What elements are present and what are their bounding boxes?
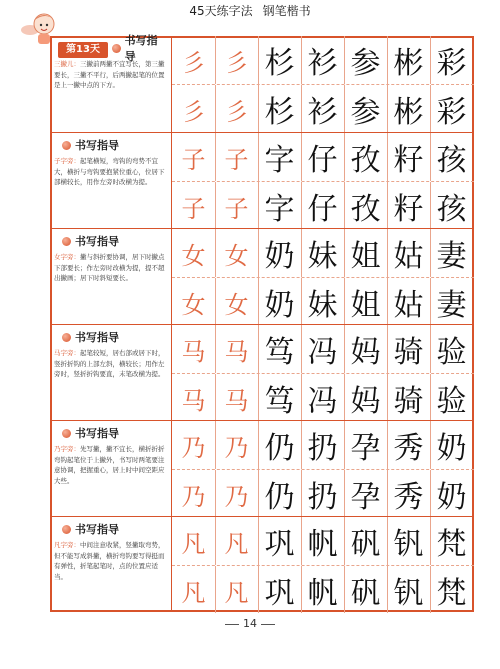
grid-line <box>301 133 302 181</box>
grid-line <box>344 374 345 421</box>
trace-character: 乃 <box>181 482 206 511</box>
trace-character: 女 <box>181 241 206 270</box>
model-character: 字 <box>264 143 295 178</box>
grid-line <box>301 182 302 229</box>
grid-line <box>387 421 388 469</box>
practice-section <box>50 420 474 516</box>
trace-character: 子 <box>181 145 206 174</box>
guide-heading <box>112 34 167 63</box>
model-character: 仍 <box>264 480 295 515</box>
grid-row <box>172 565 474 613</box>
model-character: 冯 <box>307 384 338 419</box>
trace-character: 女 <box>181 290 206 319</box>
guide-text <box>54 348 167 380</box>
grid-line <box>344 421 345 469</box>
model-character: 梵 <box>436 576 467 611</box>
trace-character: 马 <box>224 337 249 366</box>
model-character: 籽 <box>393 143 424 178</box>
bullet-icon <box>62 429 71 438</box>
model-character: 奶 <box>436 431 467 466</box>
model-character: 矾 <box>350 576 381 611</box>
model-character: 孜 <box>350 192 381 227</box>
model-character: 彩 <box>436 46 467 81</box>
model-character: 扔 <box>307 431 338 466</box>
model-character: 帆 <box>307 576 338 611</box>
model-character: 衫 <box>307 95 338 130</box>
grid-line <box>215 85 216 132</box>
grid-line <box>215 517 216 565</box>
model-character: 骑 <box>393 384 424 419</box>
radical-colon: ： <box>73 445 80 453</box>
model-character: 姑 <box>393 239 424 274</box>
model-character: 验 <box>436 384 467 419</box>
grid-line <box>301 36 302 84</box>
guide-text <box>54 444 167 486</box>
page-number: 14 <box>243 617 257 630</box>
radical-colon: ： <box>73 253 80 261</box>
writing-guide <box>50 517 172 612</box>
grid-row <box>172 469 474 517</box>
character-grid <box>172 229 474 324</box>
radical-colon: ： <box>73 157 80 165</box>
model-character: 妹 <box>307 239 338 274</box>
grid-line <box>215 133 216 181</box>
trace-character: 彡 <box>224 97 249 126</box>
grid-line <box>387 85 388 132</box>
practice-section <box>50 36 474 132</box>
grid-line <box>344 133 345 181</box>
trace-character: 彡 <box>181 48 206 77</box>
day-badge: 第13天 <box>58 42 108 58</box>
grid-line <box>430 229 431 277</box>
model-character: 巩 <box>264 576 295 611</box>
guide-body: 起笔横短，弯钩的弯势不宜大，横折与弯钩要抱紧位重心，位居下部横较长，用作左旁时改横为提。 <box>54 157 165 186</box>
model-character: 仔 <box>307 192 338 227</box>
grid-line <box>215 182 216 229</box>
grid-line <box>387 278 388 325</box>
bullet-icon <box>62 237 71 246</box>
grid-line <box>258 325 259 373</box>
grid-line <box>258 566 259 613</box>
grid-row <box>172 421 474 469</box>
grid-line <box>344 36 345 84</box>
guide-body: 起笔较短，居右部或居下时，竖折折钩的上部左斜，横较长；用作左旁时，竖折折钩要直，末笔改横为提。 <box>54 349 165 378</box>
model-character: 奶 <box>264 239 295 274</box>
grid-line <box>258 85 259 132</box>
guide-body: 先写撇，撇不宜长，横折折折弯钩起笔位于上撇外，书写时两笔要注意协调，把握重心，居上时中间空距应大些。 <box>54 445 165 485</box>
practice-section <box>50 132 474 228</box>
bullet-icon <box>62 333 71 342</box>
radical-colon: ： <box>73 541 80 549</box>
model-character: 彬 <box>393 95 424 130</box>
grid-line <box>215 36 216 84</box>
grid-line <box>387 325 388 373</box>
guide-heading-label: 书写指导 <box>75 139 119 152</box>
model-character: 矾 <box>350 527 381 562</box>
grid-line <box>387 374 388 421</box>
grid-line <box>387 566 388 613</box>
guide-body: 撇与斜折要协调，居下时撇点下部要长；作左旁时改横为提，提不超出撇画；居下时斜短要长。 <box>54 253 165 282</box>
practice-section <box>50 324 474 420</box>
model-character: 扔 <box>307 480 338 515</box>
guide-body: 三撇前两撇不宜写长，第三撇要长，三撇不平行，后两撇起笔的位置是上一撇中点的下方。 <box>54 60 165 89</box>
trace-character: 马 <box>224 386 249 415</box>
grid-line <box>258 36 259 84</box>
model-character: 籽 <box>393 192 424 227</box>
trace-character: 马 <box>181 386 206 415</box>
grid-line <box>301 229 302 277</box>
model-character: 冯 <box>307 335 338 370</box>
model-character: 钒 <box>393 527 424 562</box>
trace-character: 子 <box>224 145 249 174</box>
grid-row <box>172 325 474 373</box>
grid-row <box>172 133 474 181</box>
footer-dash-right <box>261 624 275 625</box>
grid-line <box>430 36 431 84</box>
trace-character: 子 <box>181 194 206 223</box>
character-grid <box>172 133 474 228</box>
grid-line <box>258 421 259 469</box>
model-character: 妈 <box>350 335 381 370</box>
model-character: 杉 <box>264 95 295 130</box>
guide-heading <box>62 425 167 441</box>
grid-line <box>430 374 431 421</box>
grid-line <box>344 517 345 565</box>
character-grid <box>172 36 474 132</box>
book-title: 45天练字法 <box>189 4 253 18</box>
grid-line <box>301 278 302 325</box>
model-character: 彬 <box>393 46 424 81</box>
grid-line <box>258 517 259 565</box>
trace-character: 彡 <box>224 48 249 77</box>
guide-heading-label: 书写指导 <box>75 331 119 344</box>
grid-line <box>301 374 302 421</box>
grid-line <box>215 229 216 277</box>
grid-line <box>258 470 259 517</box>
model-character: 骑 <box>393 335 424 370</box>
model-character: 孩 <box>436 192 467 227</box>
grid-line <box>301 421 302 469</box>
grid-line <box>258 229 259 277</box>
trace-character: 凡 <box>181 529 206 558</box>
grid-line <box>258 133 259 181</box>
radical-colon: ： <box>73 60 80 68</box>
model-character: 巩 <box>264 527 295 562</box>
radical-name: 子字旁 <box>54 157 74 165</box>
grid-line <box>387 517 388 565</box>
grid-line <box>344 470 345 517</box>
grid-line <box>387 182 388 229</box>
grid-line <box>430 85 431 132</box>
bullet-icon <box>62 525 71 534</box>
trace-character: 子 <box>224 194 249 223</box>
practice-section <box>50 228 474 324</box>
model-character: 衫 <box>307 46 338 81</box>
guide-text <box>54 156 167 188</box>
character-grid <box>172 325 474 420</box>
model-character: 仍 <box>264 431 295 466</box>
trace-character: 乃 <box>224 433 249 462</box>
writing-guide <box>50 133 172 228</box>
grid-line <box>301 517 302 565</box>
guide-heading-label: 书写指导 <box>75 523 119 536</box>
model-character: 笃 <box>264 335 295 370</box>
model-character: 孜 <box>350 143 381 178</box>
grid-line <box>430 182 431 229</box>
grid-line <box>430 325 431 373</box>
guide-text <box>54 59 167 91</box>
radical-name: 凡字旁 <box>54 541 74 549</box>
radical-name: 三撇儿 <box>54 60 74 68</box>
grid-row <box>172 181 474 229</box>
grid-row <box>172 229 474 277</box>
model-character: 秀 <box>393 431 424 466</box>
grid-row <box>172 277 474 325</box>
guide-text <box>54 252 167 284</box>
model-character: 孕 <box>350 480 381 515</box>
grid-line <box>387 133 388 181</box>
grid-line <box>387 36 388 84</box>
model-character: 笃 <box>264 384 295 419</box>
writing-guide <box>50 229 172 324</box>
grid-row <box>172 517 474 565</box>
grid-line <box>258 374 259 421</box>
grid-line <box>215 278 216 325</box>
book-subtitle: 钢笔楷书 <box>262 4 311 18</box>
guide-text <box>54 540 167 582</box>
page-footer <box>0 616 500 632</box>
radical-colon: ： <box>73 349 80 357</box>
grid-line <box>387 229 388 277</box>
model-character: 奶 <box>264 288 295 323</box>
grid-line <box>344 278 345 325</box>
trace-character: 凡 <box>224 578 249 607</box>
grid-line <box>344 229 345 277</box>
model-character: 参 <box>350 95 381 130</box>
footer-dash-left <box>225 624 239 625</box>
model-character: 妻 <box>436 288 467 323</box>
grid-line <box>301 566 302 613</box>
model-character: 验 <box>436 335 467 370</box>
grid-row <box>172 36 474 84</box>
model-character: 杉 <box>264 46 295 81</box>
grid-line <box>344 325 345 373</box>
guide-heading <box>62 137 167 153</box>
radical-name: 马字旁 <box>54 349 74 357</box>
model-character: 妹 <box>307 288 338 323</box>
grid-line <box>301 325 302 373</box>
guide-body: 中间注意收紧，竖撇取弯势，但不能写成斜撇，横折弯钩要写得挺而有弹性，折笔起笔时，点的位置应适当。 <box>54 541 165 581</box>
grid-line <box>430 421 431 469</box>
model-character: 梵 <box>436 527 467 562</box>
model-character: 秀 <box>393 480 424 515</box>
grid-line <box>344 566 345 613</box>
grid-line <box>387 470 388 517</box>
model-character: 参 <box>350 46 381 81</box>
practice-section <box>50 516 474 612</box>
grid-line <box>430 566 431 613</box>
trace-character: 女 <box>224 290 249 319</box>
model-character: 妈 <box>350 384 381 419</box>
trace-character: 乃 <box>224 482 249 511</box>
model-character: 孕 <box>350 431 381 466</box>
grid-line <box>258 278 259 325</box>
model-character: 姑 <box>393 288 424 323</box>
grid-line <box>215 325 216 373</box>
trace-character: 女 <box>224 241 249 270</box>
trace-character: 彡 <box>181 97 206 126</box>
trace-character: 马 <box>181 337 206 366</box>
trace-character: 凡 <box>224 529 249 558</box>
grid-line <box>430 517 431 565</box>
writing-guide <box>50 325 172 420</box>
grid-line <box>215 421 216 469</box>
model-character: 字 <box>264 192 295 227</box>
grid-line <box>344 182 345 229</box>
radical-name: 女字旁 <box>54 253 74 261</box>
grid-line <box>430 278 431 325</box>
grid-line <box>430 133 431 181</box>
guide-heading-label: 书写指导 <box>75 427 119 440</box>
model-character: 孩 <box>436 143 467 178</box>
character-grid <box>172 421 474 516</box>
model-character: 仔 <box>307 143 338 178</box>
guide-heading <box>62 521 167 537</box>
guide-heading <box>62 233 167 249</box>
model-character: 姐 <box>350 288 381 323</box>
grid-line <box>301 470 302 517</box>
bullet-icon <box>112 44 121 53</box>
trace-character: 凡 <box>181 578 206 607</box>
grid-line <box>430 470 431 517</box>
trace-character: 乃 <box>181 433 206 462</box>
page-header <box>0 0 500 22</box>
model-character: 彩 <box>436 95 467 130</box>
guide-heading-label: 书写指导 <box>124 34 158 63</box>
guide-heading <box>62 329 167 345</box>
model-character: 钒 <box>393 576 424 611</box>
model-character: 奶 <box>436 480 467 515</box>
character-grid <box>172 517 474 612</box>
model-character: 姐 <box>350 239 381 274</box>
grid-row <box>172 373 474 421</box>
bullet-icon <box>62 141 71 150</box>
grid-line <box>215 470 216 517</box>
grid-line <box>301 85 302 132</box>
grid-row <box>172 84 474 132</box>
guide-heading-label: 书写指导 <box>75 235 119 248</box>
model-character: 帆 <box>307 527 338 562</box>
grid-line <box>215 566 216 613</box>
radical-name: 乃字旁 <box>54 445 74 453</box>
grid-line <box>344 85 345 132</box>
writing-guide <box>50 421 172 516</box>
model-character: 妻 <box>436 239 467 274</box>
grid-line <box>215 374 216 421</box>
grid-line <box>258 182 259 229</box>
